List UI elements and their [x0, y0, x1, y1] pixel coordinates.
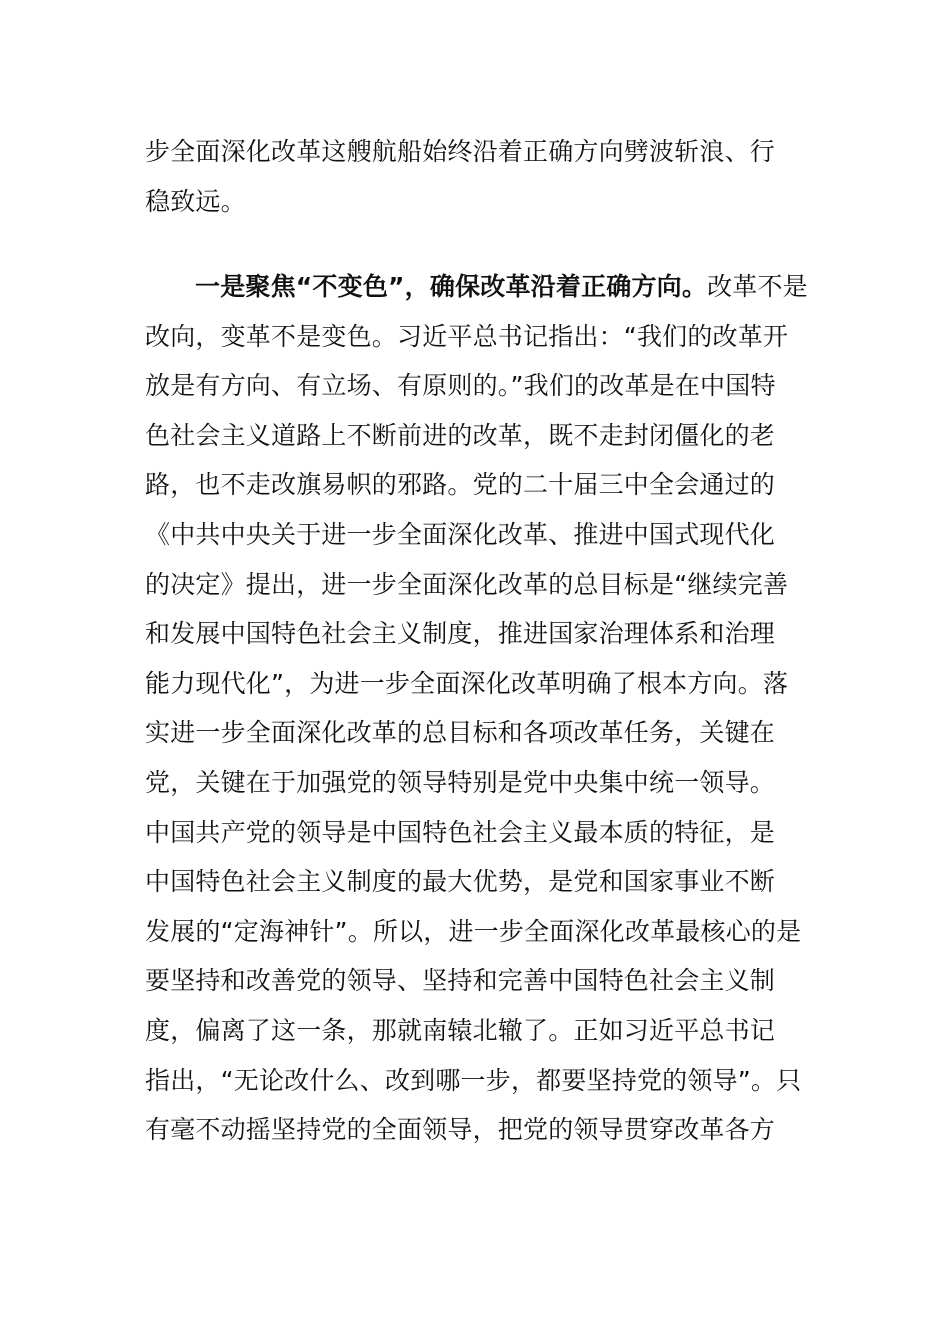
continuation-paragraph: [145, 127, 805, 226]
text-line: 要坚持和改善党的领导、坚持和完善中国特色社会主义制: [145, 966, 776, 996]
text-line: 的决定》提出，进一步全面深化改革的总目标是“继续完善: [145, 569, 789, 599]
text-line: 改向，变革不是变色。习近平总书记指出：“我们的改革开: [145, 321, 789, 351]
text-line: 实进一步全面深化改革的总目标和各项改革任务，关键在: [145, 718, 776, 748]
text-line: 度，偏离了这一条，那就南辕北辙了。正如习近平总书记: [145, 1015, 776, 1045]
text-line: 指出，“无论改什么、改到哪一步，都要坚持党的领导”。只: [145, 1065, 802, 1095]
heading-continuation: 改革不是: [707, 272, 808, 301]
text-line: 《中共中央关于进一步全面深化改革、推进中国式现代化: [145, 519, 776, 549]
text-line: 放是有方向、有立场、有原则的。”我们的改革是在中国特: [145, 371, 776, 401]
text-line: 有毫不动摇坚持党的全面领导，把党的领导贯穿改革各方: [145, 1115, 776, 1145]
text-line: 党，关键在于加强党的领导特别是党中央集中统一领导。: [145, 767, 776, 797]
section-heading: 一是聚焦“不变色”，确保改革沿着正确方向。: [195, 272, 708, 301]
text-line: 发展的“定海神针”。所以，进一步全面深化改革最核心的是: [145, 916, 802, 946]
text-line: 稳致远。: [145, 186, 246, 216]
section-paragraph: [145, 262, 808, 1155]
text-line: 中国共产党的领导是中国特色社会主义最本质的特征，是: [145, 817, 776, 847]
text-line: 中国特色社会主义制度的最大优势，是党和国家事业不断: [145, 867, 776, 897]
text-line: 路，也不走改旗易帜的邪路。党的二十届三中全会通过的: [145, 470, 776, 500]
paragraph-first-line: [145, 262, 808, 312]
text-line: 和发展中国特色社会主义制度，推进国家治理体系和治理: [145, 619, 776, 649]
text-line: 能力现代化”，为进一步全面深化改革明确了根本方向。落: [145, 668, 789, 698]
text-line: 步全面深化改革这艘航船始终沿着正确方向劈波斩浪、行: [145, 137, 776, 166]
text-line: 色社会主义道路上不断前进的改革，既不走封闭僵化的老: [145, 420, 776, 450]
